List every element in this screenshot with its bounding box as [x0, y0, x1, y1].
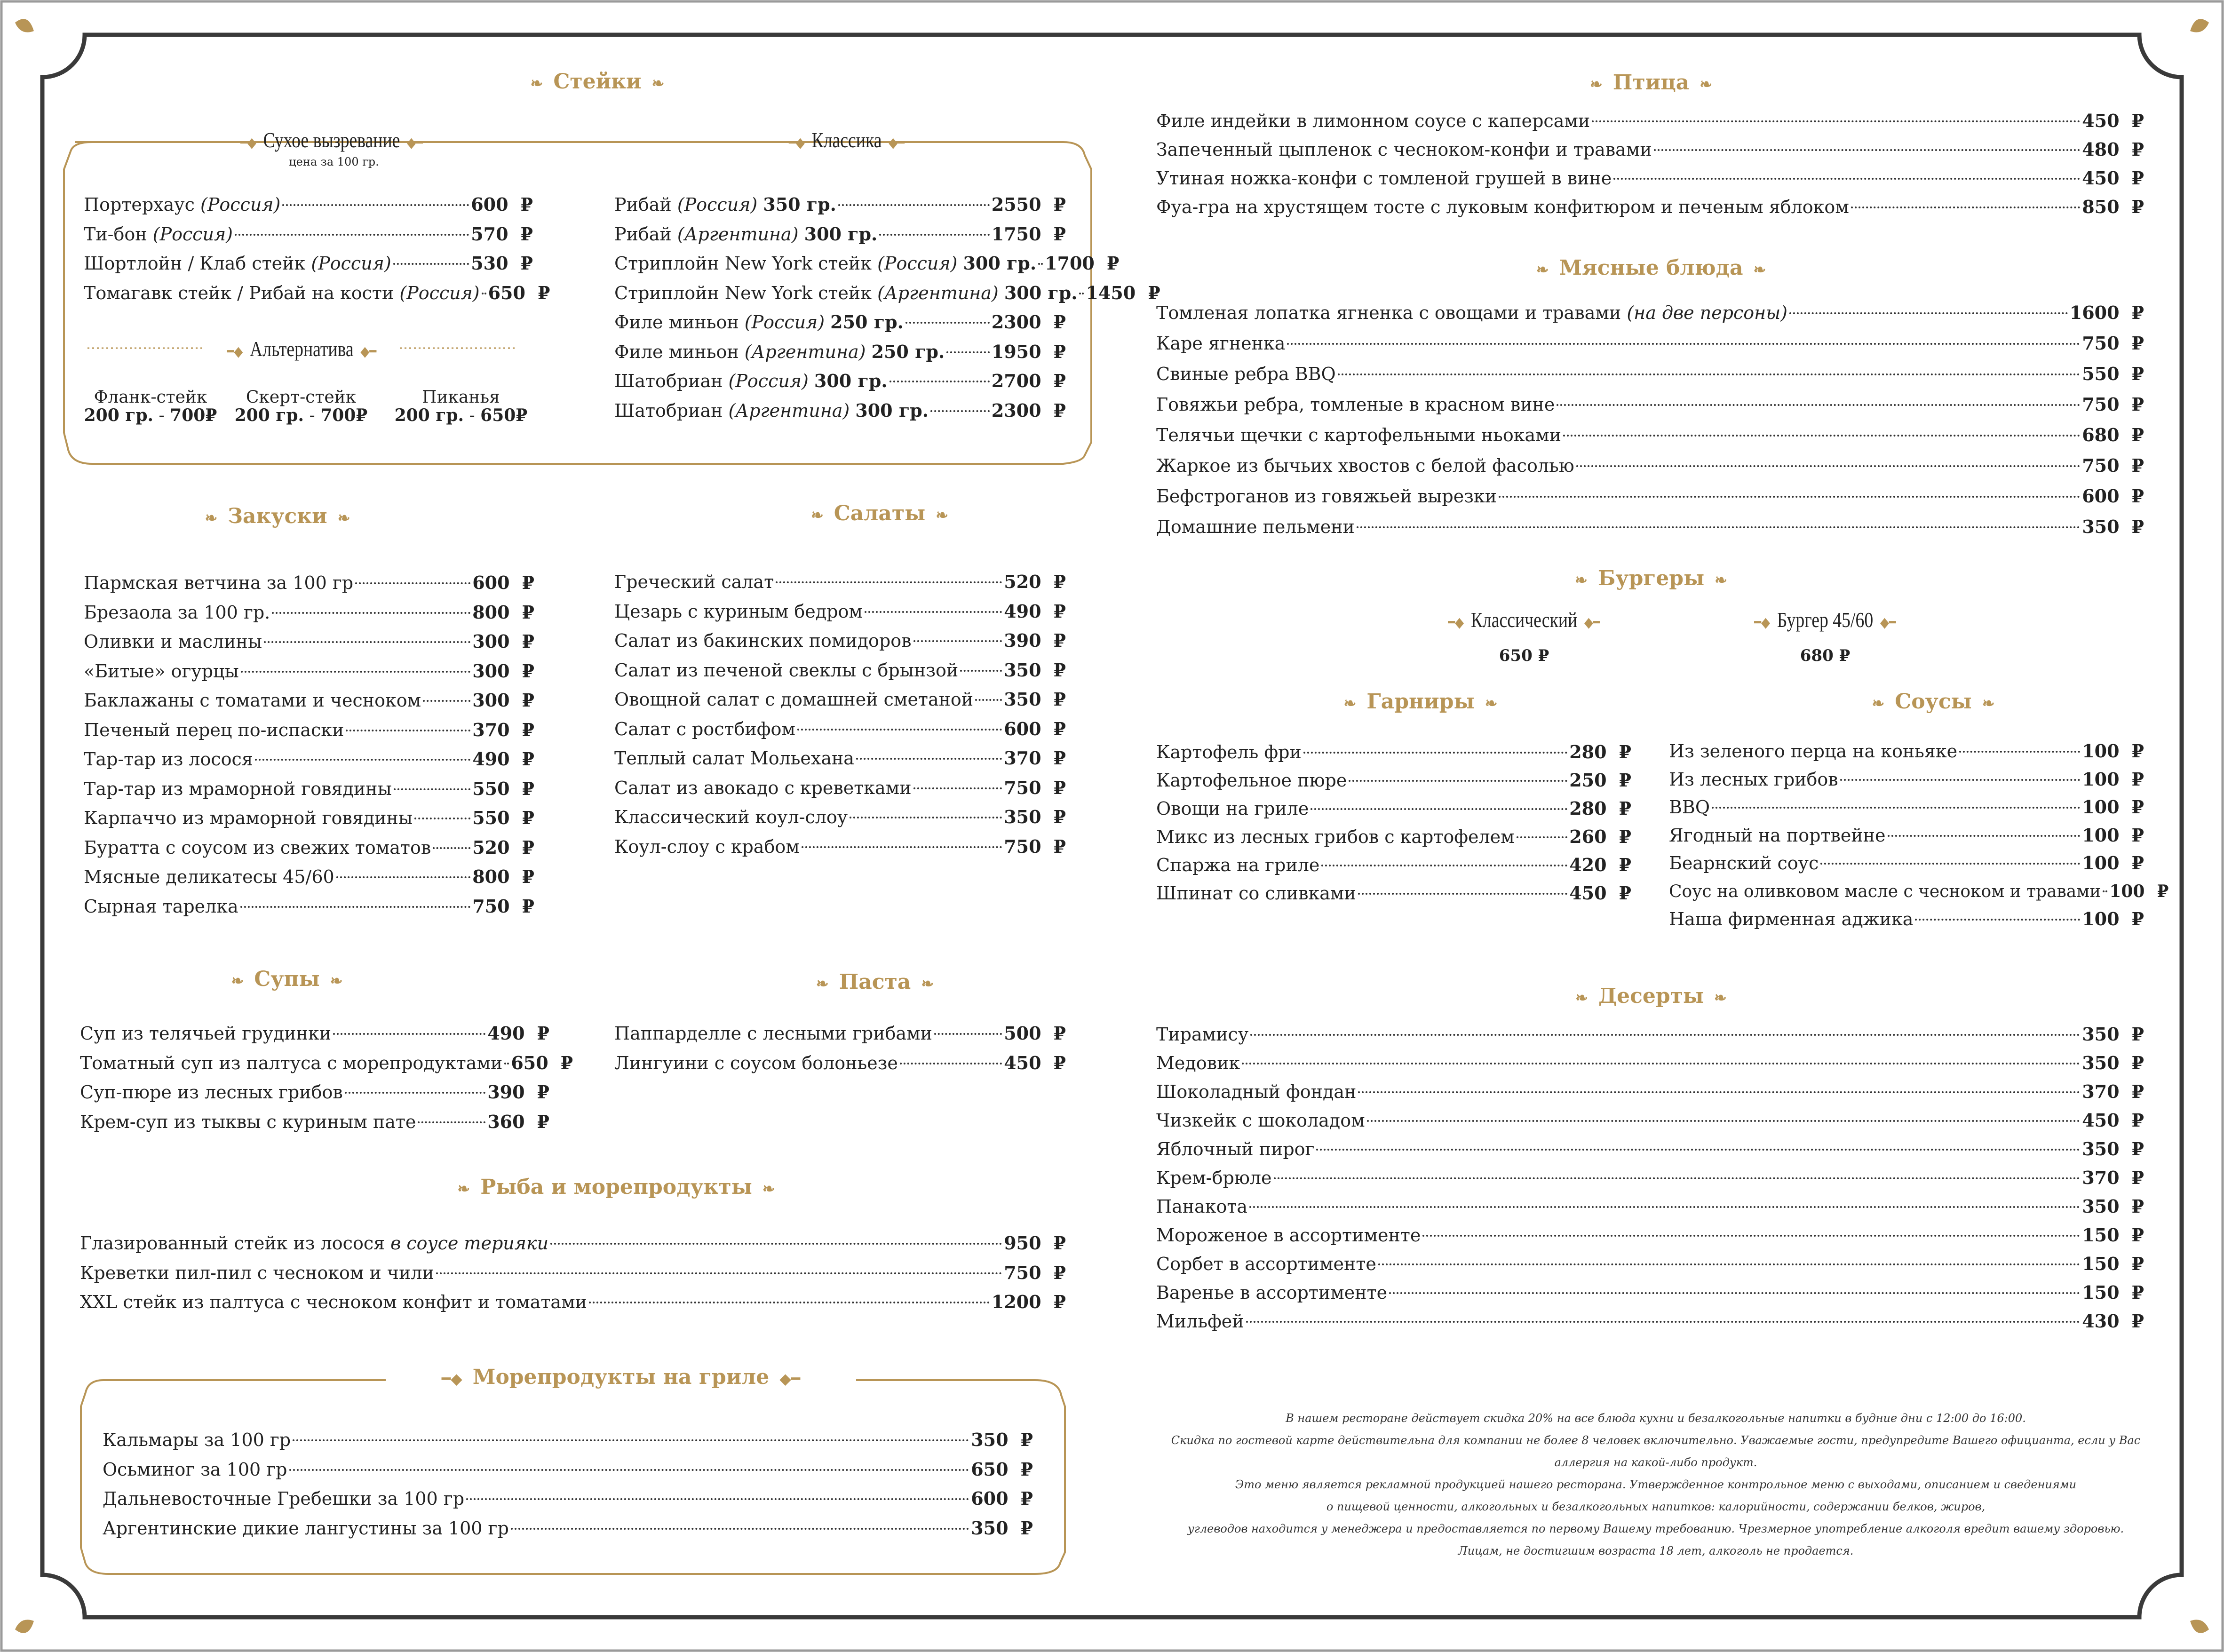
list-item: Ти-бон (Россия) 570 ₽	[84, 223, 533, 245]
list-item: Крем-брюле 370 ₽	[1156, 1167, 2144, 1188]
list-item: Брезаола за 100 гр. 800 ₽	[84, 601, 534, 623]
list-item: Тар-тар из лосося 490 ₽	[84, 748, 534, 770]
list-item: Салат из печеной свеклы с брынзой 350 ₽	[614, 659, 1066, 681]
list-item: BBQ 100 ₽	[1669, 796, 2144, 818]
footnote-line: Это меню является рекламной продукцией нашего ресторана. Утвержденное контрольное меню с выходами, описанием и сведениями	[1235, 1478, 2077, 1491]
list-item: Медовик 350 ₽	[1156, 1052, 2144, 1073]
sauces-list	[1669, 737, 2169, 933]
list-item: Из зеленого перца на коньяке 100 ₽	[1669, 740, 2144, 762]
soups-list	[80, 1019, 573, 1136]
list-item: Суп-пюре из лесных грибов 390 ₽	[80, 1081, 549, 1103]
list-item: Домашние пельмени 350 ₽	[1156, 516, 2144, 537]
dry-aged-note: цена за 100 гр.	[289, 155, 379, 168]
list-item: Овощи на гриле 280 ₽	[1156, 798, 1631, 819]
section-title-sides: ❧ Гарниры ❧	[1343, 690, 1498, 714]
list-item: Томленая лопатка ягненка с овощами и травами (на две персоны) 1600 ₽	[1156, 302, 2144, 323]
legal-footnote	[1148, 1407, 2164, 1562]
list-item: Говяжьи ребра, томленые в красном вине 750 ₽	[1156, 394, 2144, 415]
list-item: Бефстроганов из говяжьей вырезки 600 ₽	[1156, 485, 2144, 507]
list-item: Микс из лесных грибов с картофелем 260 ₽	[1156, 826, 1631, 847]
list-item: Утиная ножка-конфи с томленой грушей в вине 450 ₽	[1156, 167, 2144, 189]
list-item: Крем-суп из тыквы с куриным пате 360 ₽	[80, 1111, 549, 1132]
section-title-steaks: ❧ Стейки ❧	[530, 70, 665, 94]
section-title-grill-seafood: ━◆ Морепродукты на гриле ◆━	[386, 1363, 856, 1393]
list-item: Соус на оливковом масле с чесноком и травами 100 ₽	[1669, 881, 2169, 901]
list-item: Мороженое в ассортименте 150 ₽	[1156, 1224, 2144, 1246]
list-item: Классический коул-слоу 350 ₽	[614, 806, 1066, 827]
list-item: Из лесных грибов 100 ₽	[1669, 768, 2144, 790]
list-item: Филе миньон (Россия) 250 гр. 2300 ₽	[614, 311, 1066, 333]
list-item: Тирамису 350 ₽	[1156, 1024, 2144, 1045]
alt-item-skirt: Скерт-стейк 200 гр. - 700₽	[234, 388, 368, 425]
section-title-meat: ❧ Мясные блюда ❧	[1536, 256, 1766, 280]
list-item: Шпинат со сливками 450 ₽	[1156, 882, 1631, 904]
list-item: Паппарделле с лесными грибами 500 ₽	[614, 1023, 1066, 1044]
pasta-list	[614, 1019, 1066, 1078]
list-item: Тар-тар из мраморной говядины 550 ₽	[84, 778, 534, 799]
burger-classic-price: 650 ₽	[1499, 646, 1549, 665]
footnote-line: Скидка по гостевой карте действительна для компании не более 8 человек включительно. Уважаемые гости, предупредите Вашего официанта, если у Вас аллергия на какой-либо продукт.	[1171, 1434, 2141, 1469]
list-item: Филе миньон (Аргентина) 250 гр. 1950 ₽	[614, 341, 1066, 362]
burger-4560-price: 680 ₽	[1800, 646, 1851, 665]
list-item: Рибай (Аргентина) 300 гр. 1750 ₽	[614, 223, 1066, 245]
grill-seafood-list	[103, 1425, 1033, 1543]
dry-aged-list	[84, 190, 550, 308]
appetizers-list	[84, 568, 534, 921]
list-item: Стриплойн New York стейк (Россия) 300 гр. 1700 ₽	[614, 253, 1120, 274]
list-item: Запеченный цыпленок с чесноком-конфи и травами 480 ₽	[1156, 139, 2144, 160]
alt-item-picanha: Пиканья 200 гр. - 650₽	[394, 388, 528, 425]
list-item: Телячьи щечки с картофельными ньоками 680 ₽	[1156, 424, 2144, 445]
section-title-sauces: ❧ Соусы ❧	[1872, 690, 1995, 714]
alt-item-flank: Фланк-стейк 200 гр. - 700₽	[84, 388, 217, 425]
list-item: Сорбет в ассортименте 150 ₽	[1156, 1253, 2144, 1274]
list-item: Наша фирменная аджика 100 ₽	[1669, 908, 2144, 929]
list-item: Томатный суп из палтуса с морепродуктами 650 ₽	[80, 1052, 573, 1073]
list-item: Аргентинские дикие лангустины за 100 гр 350 ₽	[103, 1517, 1033, 1539]
list-item: Панакота 350 ₽	[1156, 1196, 2144, 1217]
list-item: Салат из бакинских помидоров 390 ₽	[614, 630, 1066, 651]
subsection-title-dry-aged: ━◆ Сухое вызревание ◆━	[240, 128, 423, 152]
list-item: Печеный перец по-испаски 370 ₽	[84, 719, 534, 740]
list-item: «Битые» огурцы 300 ₽	[84, 660, 534, 682]
list-item: Кальмары за 100 гр 350 ₽	[103, 1429, 1033, 1450]
list-item: Картофельное пюре 250 ₽	[1156, 770, 1631, 791]
list-item: Дальневосточные Гребешки за 100 гр 600 ₽	[103, 1488, 1033, 1509]
list-item: Осьминог за 100 гр 650 ₽	[103, 1458, 1033, 1480]
footnote-line: углеводов находится у менеджера и предоставляется по первому Вашему требованию. Чрезмерное употребление алкоголя вредит вашему здоровью.	[1187, 1522, 2124, 1535]
list-item: Глазированный стейк из лосося в соусе терияки 950 ₽	[80, 1232, 1066, 1254]
list-item: Варенье в ассортименте 150 ₽	[1156, 1282, 2144, 1303]
section-title-soups: ❧ Супы ❧	[231, 967, 343, 991]
list-item: Каре ягненка 750 ₽	[1156, 333, 2144, 354]
subsection-title-classic: ━◆ Классика ◆━	[789, 128, 905, 152]
list-item: Салат с ростбифом 600 ₽	[614, 718, 1066, 739]
section-title-poultry: ❧ Птица ❧	[1589, 71, 1713, 95]
subsection-title-alternative: ━◆ Альтернатива ◆━	[227, 337, 377, 361]
burger-classic: ━◆ Классический ◆━	[1448, 608, 1600, 632]
list-item: Баклажаны с томатами и чесноком 300 ₽	[84, 690, 534, 711]
section-title-desserts: ❧ Десерты ❧	[1575, 984, 1727, 1008]
list-item: Мильфей 430 ₽	[1156, 1310, 2144, 1332]
list-item: Греческий салат 520 ₽	[614, 571, 1066, 592]
list-item: Оливки и маслины 300 ₽	[84, 631, 534, 652]
poultry-list	[1156, 106, 2144, 221]
list-item: Мясные деликатесы 45/60 800 ₽	[84, 866, 534, 887]
list-item: Картофель фри 280 ₽	[1156, 741, 1631, 762]
list-item: Шатобриан (Россия) 300 гр. 2700 ₽	[614, 370, 1066, 391]
section-title-salads: ❧ Салаты ❧	[810, 501, 949, 525]
list-item: Рибай (Россия) 350 гр. 2550 ₽	[614, 194, 1066, 215]
list-item: Шортлойн / Клаб стейк (Россия) 530 ₽	[84, 253, 533, 274]
list-item: Спаржа на гриле 420 ₽	[1156, 854, 1631, 875]
section-title-pasta: ❧ Паста ❧	[816, 970, 934, 994]
list-item: Жаркое из бычьих хвостов с белой фасолью 750 ₽	[1156, 455, 2144, 476]
list-item: Суп из телячьей грудинки 490 ₽	[80, 1023, 549, 1044]
list-item: Теплый салат Мольехана 370 ₽	[614, 747, 1066, 769]
list-item: Свиные ребра BBQ 550 ₽	[1156, 363, 2144, 384]
footnote-line: В нашем ресторане действует скидка 20% на все блюда кухни и безалкогольные напитки в будние дни с 12:00 до 16:00.	[1286, 1412, 2026, 1425]
list-item: Карпаччо из мраморной говядины 550 ₽	[84, 807, 534, 828]
list-item: Коул-слоу с крабом 750 ₽	[614, 835, 1066, 857]
list-item: Лингуини с соусом болоньезе 450 ₽	[614, 1052, 1066, 1073]
salads-list	[614, 567, 1066, 861]
list-item: Стриплойн New York стейк (Аргентина) 300 гр. 1450 ₽	[614, 282, 1160, 303]
list-item: Фуа-гра на хрустящем тосте с луковым конфитюром и печеным яблоком 850 ₽	[1156, 196, 2144, 217]
desserts-list	[1156, 1020, 2144, 1335]
list-item: Яблочный пирог 350 ₽	[1156, 1138, 2144, 1160]
section-title-fish: ❧ Рыба и морепродукты ❧	[457, 1175, 775, 1199]
section-title-appetizers: ❧ Закуски ❧	[205, 504, 350, 528]
list-item: Креветки пил-пил с чесноком и чили 750 ₽	[80, 1262, 1066, 1283]
footnote-line: Лицам, не достигшим возраста 18 лет, алкоголь не продается.	[1458, 1544, 1854, 1557]
list-item: Чизкейк с шоколадом 450 ₽	[1156, 1110, 2144, 1131]
list-item: Шоколадный фондан 370 ₽	[1156, 1081, 2144, 1102]
list-item: Портерхаус (Россия) 600 ₽	[84, 194, 533, 215]
list-item: Салат из авокадо с креветками 750 ₽	[614, 777, 1066, 798]
list-item: Ягодный на портвейне 100 ₽	[1669, 824, 2144, 846]
list-item: Шатобриан (Аргентина) 300 гр. 2300 ₽	[614, 399, 1066, 421]
section-title-burgers: ❧ Бургеры ❧	[1575, 566, 1727, 590]
list-item: Сырная тарелка 750 ₽	[84, 895, 534, 917]
fish-list	[80, 1229, 1066, 1317]
list-item: Пармская ветчина за 100 гр 600 ₽	[84, 572, 534, 593]
list-item: XXL стейк из палтуса с чесноком конфит и томатами 1200 ₽	[80, 1291, 1066, 1312]
footnote-line: о пищевой ценности, алкогольных и безалкогольных напитков: калорийности, содержании белков, жиров,	[1326, 1500, 1986, 1513]
list-item: Овощной салат с домашней сметаной 350 ₽	[614, 689, 1066, 710]
meat-list	[1156, 298, 2144, 543]
list-item: Беарнский соус 100 ₽	[1669, 852, 2144, 874]
burger-4560: ━◆ Бургер 45/60 ◆━	[1754, 608, 1896, 632]
sides-list	[1156, 738, 1631, 907]
classic-list	[614, 190, 1160, 425]
list-item: Томагавк стейк / Рибай на кости (Россия) 650 ₽	[84, 282, 550, 303]
list-item: Буратта с соусом из свежих томатов 520 ₽	[84, 836, 534, 858]
list-item: Филе индейки в лимонном соусе с каперсами 450 ₽	[1156, 110, 2144, 131]
list-item: Цезарь с куриным бедром 490 ₽	[614, 600, 1066, 622]
